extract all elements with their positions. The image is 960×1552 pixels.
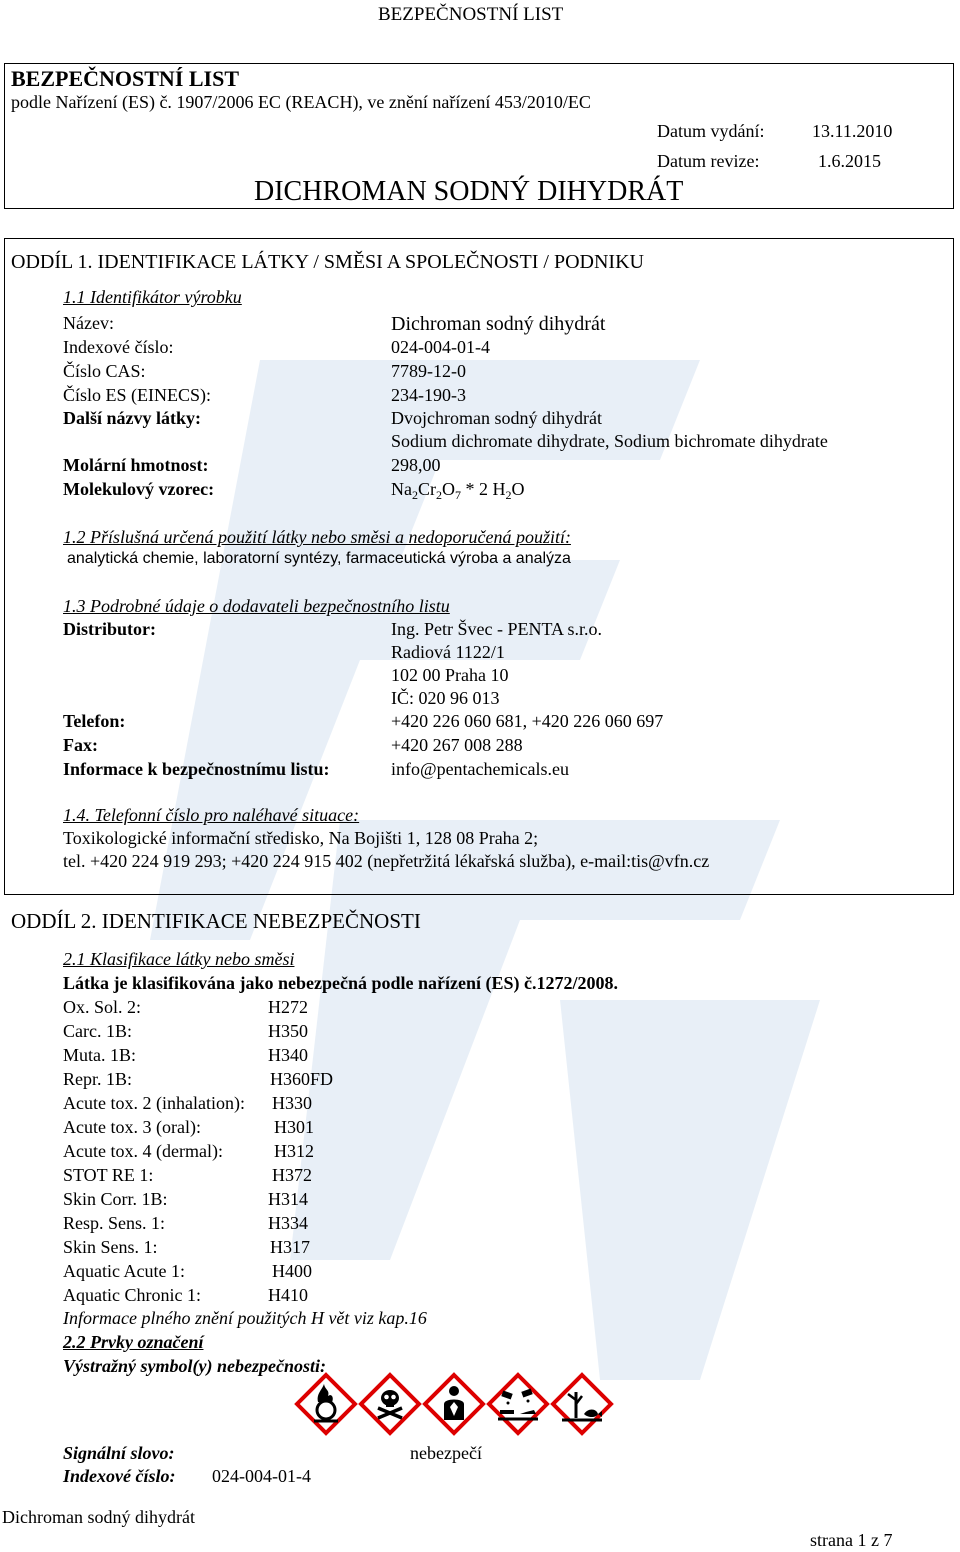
index-value: 024-004-01-4: [391, 337, 490, 357]
hazard-code: H350: [268, 1021, 308, 1041]
hazard-class: Skin Corr. 1B:: [63, 1189, 168, 1209]
cas-value: 7789-12-0: [391, 361, 466, 381]
hazard-class: Acute tox. 3 (oral):: [63, 1117, 201, 1137]
hazard-code: H340: [268, 1045, 308, 1065]
subsection-1-4: 1.4. Telefonní číslo pro naléhavé situace:: [63, 805, 360, 825]
distributor-city: 102 00 Praha 10: [391, 665, 509, 685]
hazard-code: H400: [272, 1261, 312, 1281]
hazard-class: Skin Sens. 1:: [63, 1237, 158, 1257]
hazard-code: H360FD: [270, 1069, 334, 1089]
footer-product: Dichroman sodný dihydrát: [2, 1507, 195, 1527]
hazard-class: Repr. 1B:: [63, 1069, 133, 1089]
index-number: 024-004-01-4: [212, 1466, 311, 1486]
sds-info-email[interactable]: info@pentachemicals.eu: [391, 759, 570, 779]
hazard-class: Aquatic Acute 1:: [63, 1261, 185, 1281]
section2-heading: ODDÍL 2. IDENTIFIKACE NEBEZPEČNOSTI: [11, 909, 421, 933]
es-label: Číslo ES (EINECS):: [63, 385, 212, 405]
phone-label: Telefon:: [63, 711, 126, 731]
formula-value: $Na_2Cr_2O_7 * 2$ $H_2O$: [391, 479, 525, 502]
h-statements-note: Informace plného znění použitých H vět viz kap.16: [63, 1308, 427, 1328]
classification-statement: Látka je klasifikována jako nebezpečná podle nařízení (ES) č.1272/2008.: [63, 973, 619, 993]
hazard-class: Muta. 1B:: [63, 1045, 137, 1065]
synonyms-label: Další názvy látky:: [63, 408, 202, 428]
phone-value: +420 226 060 681, +420 226 060 697: [391, 711, 664, 731]
environment-icon: [550, 1372, 614, 1436]
signal-word-label: Signální slovo:: [63, 1443, 175, 1463]
hazard-code: H334: [268, 1213, 308, 1233]
hazard-code: H272: [268, 997, 308, 1017]
corrosive-icon: [486, 1372, 550, 1436]
oxidizing-icon: [294, 1372, 358, 1436]
distributor-street: Radiová 1122/1: [391, 642, 505, 662]
pictogram-label: Výstražný symbol(y) nebezpečnosti:: [63, 1356, 326, 1376]
subsection-2-1: 2.1 Klasifikace látky nebo směsi: [63, 949, 295, 969]
emergency-line-1: Toxikologické informační středisko, Na Bojišti 1, 128 08 Praha 2;: [63, 828, 539, 848]
subsection-1-1: 1.1 Identifikátor výrobku: [63, 287, 242, 307]
section1-heading: ODDÍL 1. IDENTIFIKACE LÁTKY / SMĚSI A SPOLEČNOSTI / PODNIKU: [11, 251, 644, 273]
hazard-class: Ox. Sol. 2:: [63, 997, 142, 1017]
page-number: strana 1 z 7: [810, 1530, 893, 1550]
hazard-code: H314: [268, 1189, 308, 1209]
regulation-text: podle Nařízení (ES) č. 1907/2006 EC (REACH), ve znění nařízení 453/2010/EC: [11, 92, 591, 112]
molar-mass-value: 298,00: [391, 455, 441, 475]
distributor-label: Distributor:: [63, 619, 156, 639]
hazard-class: Acute tox. 2 (inhalation):: [63, 1093, 245, 1113]
sds-info-label: Informace k bezpečnostnímu listu:: [63, 759, 330, 779]
running-header: BEZPEČNOSTNÍ LIST: [378, 4, 564, 25]
formula-label: Molekulový vzorec:: [63, 479, 215, 499]
fax-label: Fax:: [63, 735, 98, 755]
product-title: DICHROMAN SODNÝ DIHYDRÁT: [254, 176, 684, 207]
hazard-code: H317: [270, 1237, 310, 1257]
synonym-1: Dvojchroman sodný dihydrát: [391, 408, 602, 428]
es-value: 234-190-3: [391, 385, 466, 405]
cas-label: Číslo CAS:: [63, 361, 146, 381]
uses-text: analytická chemie, laboratorní syntézy, farmaceutická výroba a analýza: [67, 550, 571, 567]
health-hazard-icon: [422, 1372, 486, 1436]
synonym-2: Sodium dichromate dihydrate, Sodium bichromate dihydrate: [391, 431, 828, 451]
revision-date: 1.6.2015: [818, 151, 881, 171]
hazard-code: H312: [274, 1141, 314, 1161]
hazard-code: H301: [274, 1117, 314, 1137]
issue-date-label: Datum vydání:: [657, 121, 765, 141]
subsection-1-3: 1.3 Podrobné údaje o dodavateli bezpečnostního listu: [63, 596, 450, 616]
toxic-icon: [358, 1372, 422, 1436]
hazard-code: H330: [272, 1093, 312, 1113]
hazard-class: STOT RE 1:: [63, 1165, 154, 1185]
distributor-ic: IČ: 020 96 013: [391, 688, 500, 708]
molar-mass-label: Molární hmotnost:: [63, 455, 209, 475]
hazard-code: H372: [272, 1165, 312, 1185]
index-number-label: Indexové číslo:: [63, 1466, 176, 1486]
subsection-2-2: 2.2 Prvky označení: [63, 1332, 204, 1352]
hazard-class: Acute tox. 4 (dermal):: [63, 1141, 223, 1161]
issue-date: 13.11.2010: [812, 121, 893, 141]
name-label: Název:: [63, 313, 114, 333]
revision-date-label: Datum revize:: [657, 151, 760, 171]
fax-value: +420 267 008 288: [391, 735, 523, 755]
hazard-class: Resp. Sens. 1:: [63, 1213, 166, 1233]
subsection-1-2: 1.2 Příslušná určená použití látky nebo směsi a nedoporučená použití:: [63, 527, 571, 547]
hazard-class: Carc. 1B:: [63, 1021, 132, 1041]
signal-word: nebezpečí: [410, 1443, 482, 1463]
distributor-name: Ing. Petr Švec - PENTA s.r.o.: [391, 619, 603, 639]
index-label: Indexové číslo:: [63, 337, 174, 357]
doc-title: BEZPEČNOSTNÍ LIST: [11, 66, 240, 91]
name-value: Dichroman sodný dihydrát: [391, 313, 606, 335]
hazard-class: Aquatic Chronic 1:: [63, 1285, 201, 1305]
emergency-line-2: tel. +420 224 919 293; +420 224 915 402 (nepřetržitá lékařská služba), e-mail:tis@vfn.cz: [63, 851, 710, 871]
hazard-code: H410: [268, 1285, 308, 1305]
